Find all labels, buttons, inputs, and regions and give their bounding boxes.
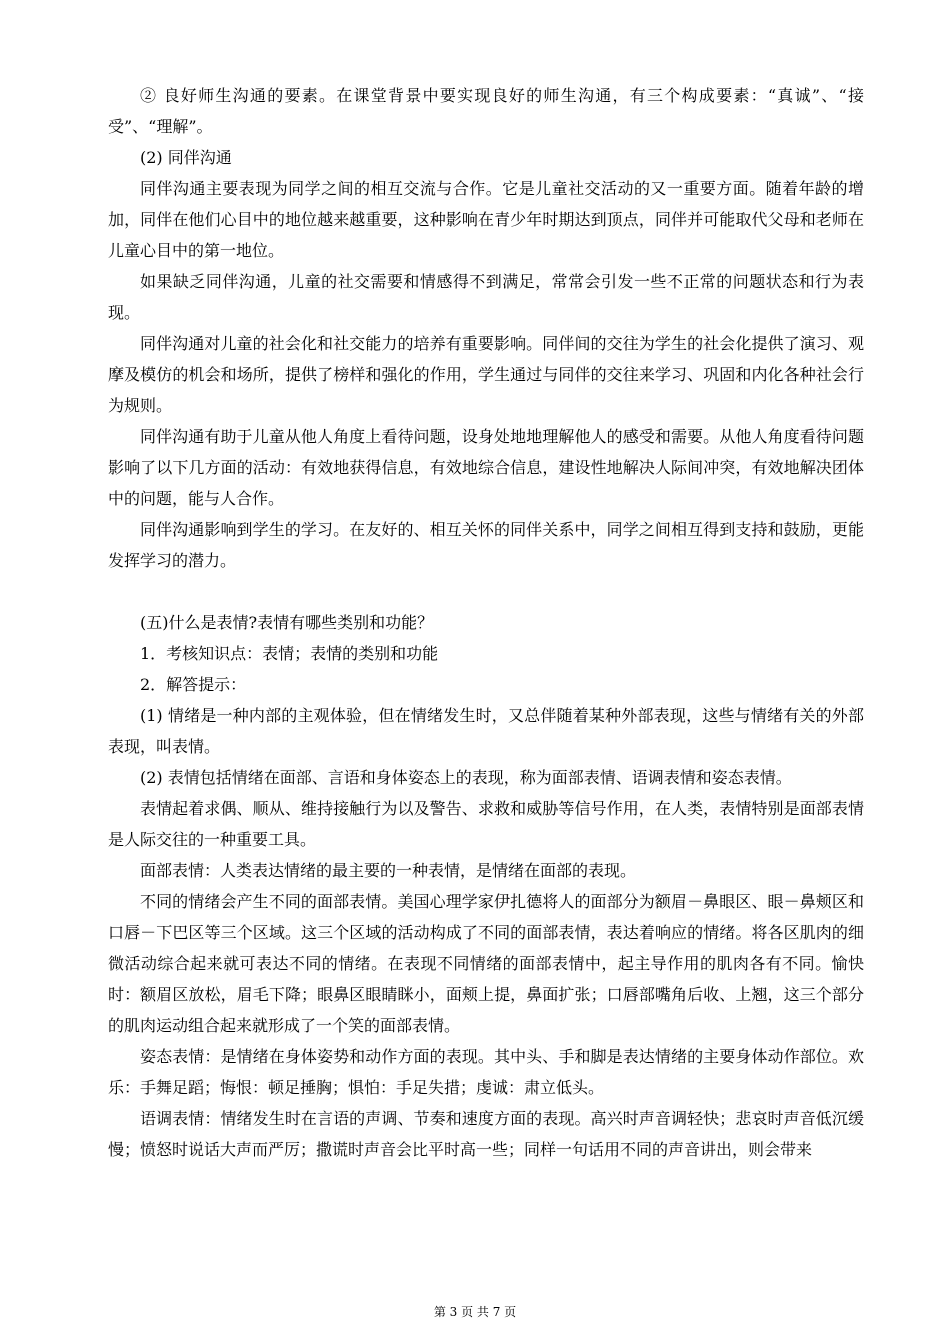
document-body <box>108 80 864 1165</box>
paragraph: 同伴沟通有助于儿童从他人角度上看待问题，设身处地地理解他人的感受和需要。从他人角度看待问题影响了以下几方面的活动：有效地获得信息，有效地综合信息，建设性地解决人际间冲突，有效地解决团体中的问题，能与人合作。 <box>108 427 864 508</box>
paragraph: (2) 表情包括情绪在面部、言语和身体姿态上的表现，称为面部表情、语调表情和姿态表情。 <box>140 768 792 787</box>
section-heading: (五)什么是表情?表情有哪些类别和功能？ <box>140 613 434 632</box>
section-gap <box>108 576 864 607</box>
paragraph: ② 良好师生沟通的要素。在课堂背景中要实现良好的师生沟通，有三个构成要素：“真诚”、“接受”、“理解”。 <box>108 86 864 136</box>
subheading: (2) 同伴沟通 <box>140 148 232 167</box>
paragraph: 如果缺乏同伴沟通，儿童的社交需要和情感得不到满足，常常会引发一些不正常的问题状态和行为表现。 <box>108 272 864 322</box>
paragraph: 不同的情绪会产生不同的面部表情。美国心理学家伊扎德将人的面部分为额眉－鼻眼区、眼－鼻颊区和口唇－下巴区等三个区域。这三个区域的活动构成了不同的面部表情，表达着响应的情绪。将各区肌肉的细微活动综合起来就可表达不同的情绪。在表现不同情绪的面部表情中，起主导作用的肌肉各有不同。愉快时：额眉区放松，眉毛下降；眼鼻区眼睛眯小，面颊上提，鼻面扩张；口唇部嘴角后收、上翘，这三个部分的肌肉运动组合起来就形成了一个笑的面部表情。 <box>108 892 864 1035</box>
paragraph: 语调表情：情绪发生时在言语的声调、节奏和速度方面的表现。高兴时声音调轻快；悲哀时声音低沉缓慢；愤怒时说话大声而严厉；撒谎时声音会比平时高一些；同样一句话用不同的声音讲出，则会带来 <box>108 1109 864 1159</box>
paragraph: 同伴沟通对儿童的社会化和社交能力的培养有重要影响。同伴间的交往为学生的社会化提供了演习、观摩及模仿的机会和场所，提供了榜样和强化的作用，学生通过与同伴的交往来学习、巩固和内化各种社会行为规则。 <box>108 334 864 415</box>
paragraph: 同伴沟通影响到学生的学习。在友好的、相互关怀的同伴关系中，同学之间相互得到支持和鼓励，更能发挥学习的潜力。 <box>108 520 864 570</box>
paragraph: 同伴沟通主要表现为同学之间的相互交流与合作。它是儿童社交活动的又一重要方面。随着年龄的增加，同伴在他们心目中的地位越来越重要，这种影响在青少年时期达到顶点，同伴并可能取代父母和老师在儿童心目中的第一地位。 <box>108 179 864 260</box>
paragraph: (1) 情绪是一种内部的主观体验，但在情绪发生时，又总伴随着某种外部表现，这些与情绪有关的外部表现，叫表情。 <box>108 706 864 756</box>
paragraph: 1．考核知识点：表情；表情的类别和功能 <box>140 644 439 663</box>
paragraph: 姿态表情：是情绪在身体姿势和动作方面的表现。其中头、手和脚是表达情绪的主要身体动作部位。欢乐：手舞足蹈；悔恨：顿足捶胸；惧怕：手足失措；虔诚：肃立低头。 <box>108 1047 864 1097</box>
paragraph: 表情起着求偶、顺从、维持接触行为以及警告、求救和威胁等信号作用，在人类，表情特别是面部表情是人际交往的一种重要工具。 <box>108 799 864 849</box>
paragraph: 面部表情：人类表达情绪的最主要的一种表情，是情绪在面部的表现。 <box>140 861 637 880</box>
paragraph: 2．解答提示： <box>140 675 247 694</box>
page-number-footer: 第 3 页 共 7 页 <box>433 1305 517 1319</box>
